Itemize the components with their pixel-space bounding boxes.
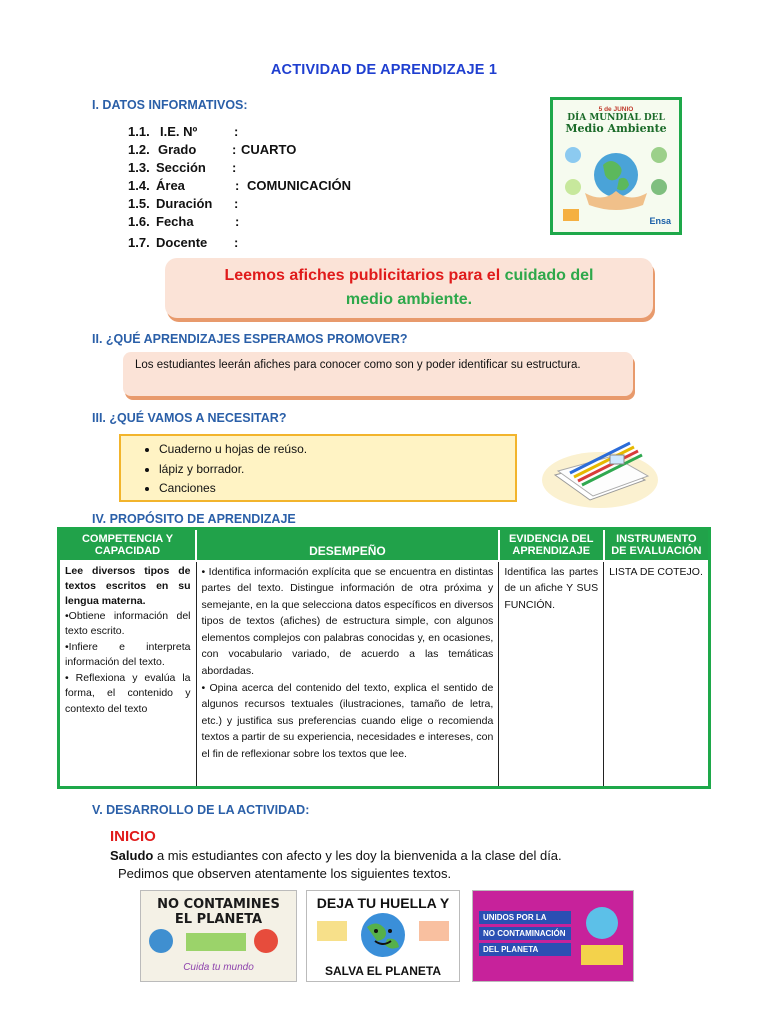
info-num: 1.3. — [128, 160, 150, 175]
info-label: I.E. Nº — [160, 124, 198, 139]
capacidad-item: •Infiere e interpreta información del texto. — [65, 640, 191, 668]
materials-box — [119, 434, 517, 502]
poster-line1: DÍA MUNDIAL DEL — [567, 113, 665, 123]
poster3-line3: DEL PLANETA — [479, 943, 571, 956]
poster2-line2: SALVA EL PLANETA — [324, 964, 441, 978]
saludo-rest: a mis estudiantes con afecto y les doy la bienvenida a la clase del día. — [153, 848, 562, 863]
poster-brand: Ensa — [649, 216, 671, 226]
poster-no-contamines — [140, 890, 297, 982]
header-competencia: COMPETENCIA Y CAPACIDAD — [59, 529, 197, 561]
info-num: 1.1. — [128, 124, 150, 139]
poster3-line1: UNIDOS POR LA — [479, 911, 571, 924]
table-header-row — [59, 529, 710, 561]
header-desempeno: DESEMPEÑO — [196, 529, 499, 561]
info-value: CUARTO — [241, 142, 297, 157]
capacidad-item: •Obtiene información del texto escrito. — [65, 609, 191, 637]
evidencia-cell — [499, 561, 604, 788]
materials-item: • Canciones — [159, 479, 515, 499]
desempeno-item: • Opina acerca del contenido del texto, explica el sentido de algunos recursos textuales (ilustraciones, tamaño de letra, etc.) y justifica sus preferencias cuando elige o recomienda textos a partir de su experiencia, necesidades e intereses, con el fin de reflexionar sobre los textos que lee. — [201, 681, 494, 761]
info-list — [128, 124, 428, 253]
poster1-line3: Cuida tu mundo — [183, 962, 254, 973]
evidencia-text: Identifica las partes de un afiche Y SUS FUNCIÓN. — [504, 565, 599, 611]
learning-goal-text: Los estudiantes leerán afiches para conocer como son y poder identificar su estructura. — [135, 359, 581, 371]
section-5-heading: V. DESARROLLO DE LA ACTIVIDAD: — [92, 803, 310, 817]
competencia-title: Lee diversos tipos de textos escritos en su lengua materna. — [65, 564, 191, 607]
info-label: Sección — [156, 160, 206, 175]
info-colon: : — [234, 235, 239, 250]
poster-date: 5 de JUNIO — [598, 106, 634, 113]
notebook-pencils-icon — [540, 425, 660, 510]
desempeno-item: • Identifica información explícita que se encuentra en distintas partes del texto. Distingue información de otra próxima y semejante, en la que selecciona datos específicos en diversos tipos de textos (afiches) de estructura simple, con algunos elementos complejos con palabras conocidas y, en ocasiones, con vocabulario variado, de acuerdo a las temáticas abordadas. — [201, 565, 494, 678]
banner-period: . — [467, 291, 473, 308]
purpose-table — [57, 527, 711, 789]
poster3-line2: NO CONTAMINACIÓN — [479, 927, 571, 940]
info-num: 1.5. — [128, 196, 150, 211]
saludo-paragraph — [110, 848, 562, 863]
poster1-art-icon — [141, 927, 296, 957]
info-colon: : — [235, 214, 240, 229]
info-num: 1.4. — [128, 178, 150, 193]
poster2-line1: DEJA TU HUELLA Y — [316, 895, 450, 911]
header-instrumento: INSTRUMENTO DE EVALUACIÓN — [604, 529, 710, 561]
info-colon: : — [235, 178, 240, 193]
section-1-heading: I. DATOS INFORMATIVOS: — [92, 98, 248, 112]
info-num: 1.2. — [128, 142, 150, 157]
desempeno-cell — [196, 561, 499, 788]
poster-line2: Medio Ambiente — [565, 122, 667, 135]
poster1-line2: EL PLANETA — [174, 912, 263, 927]
earth-hands-icon — [553, 135, 679, 225]
materials-list — [121, 440, 515, 499]
info-value: COMUNICACIÓN — [247, 178, 351, 193]
info-row — [128, 178, 428, 196]
info-label: Fecha — [156, 214, 194, 229]
competencia-cell — [59, 561, 197, 788]
capacidad-item: • Reflexiona y evalúa la forma, el contenido y contexto del texto — [65, 671, 191, 715]
activity-banner — [165, 258, 653, 318]
poster-deja-tu-huella — [306, 890, 460, 982]
info-colon: : — [232, 160, 237, 175]
materials-item: • lápiz y borrador. — [159, 460, 515, 480]
info-row — [128, 124, 428, 142]
banner-green-text-2: medio ambiente — [345, 291, 468, 308]
info-label: Docente — [156, 235, 208, 250]
learning-goal-box — [123, 352, 633, 396]
header-evidencia: EVIDENCIA DEL APRENDIZAJE — [499, 529, 604, 561]
poster3-art-icon — [575, 901, 629, 971]
table-row — [59, 561, 710, 788]
info-label: Área — [156, 178, 185, 193]
info-row — [128, 214, 428, 232]
banner-red-text: Leemos afiches publicitarios para el — [224, 267, 501, 284]
info-label: Duración — [156, 196, 213, 211]
section-4-heading: IV. PROPÓSITO DE APRENDIZAJE — [92, 512, 296, 526]
earth-face-icon — [307, 911, 459, 959]
section-3-heading: III. ¿QUÉ VAMOS A NECESITAR? — [92, 411, 287, 425]
instrumento-text: LISTA DE COTEJO. — [609, 565, 703, 578]
info-row — [128, 160, 428, 178]
saludo-bold: Saludo — [110, 848, 154, 863]
info-num: 1.7. — [128, 235, 150, 250]
poster1-line1: NO CONTAMINES — [157, 897, 280, 912]
info-row — [128, 142, 428, 160]
info-colon: : — [232, 142, 237, 157]
instrumento-cell — [604, 561, 710, 788]
info-label: Grado — [158, 142, 197, 157]
environment-day-poster — [550, 97, 682, 235]
observe-paragraph: Pedimos que observen atentamente los siguientes textos. — [118, 866, 452, 881]
info-colon: : — [234, 124, 239, 139]
info-num: 1.6. — [128, 214, 150, 229]
info-row — [128, 235, 428, 253]
poster-unidos — [472, 890, 634, 982]
inicio-heading: INICIO — [110, 828, 156, 845]
info-colon: : — [234, 196, 239, 211]
info-row — [128, 196, 428, 214]
page-title: ACTIVIDAD DE APRENDIZAJE 1 — [270, 62, 498, 78]
materials-item: • Cuaderno u hojas de reúso. — [159, 440, 515, 460]
section-2-heading: II. ¿QUÉ APRENDIZAJES ESPERAMOS PROMOVER? — [92, 332, 408, 346]
banner-green-text-1: cuidado del — [504, 267, 594, 284]
